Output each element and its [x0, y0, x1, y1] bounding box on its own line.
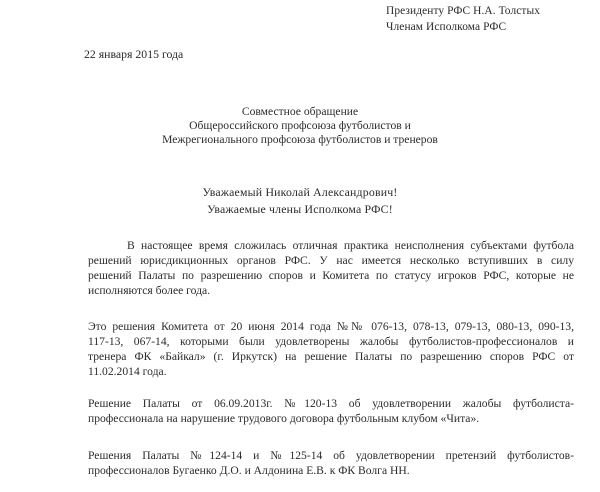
paragraph-2-line-2: 117-13, 067-14, которыми были удовлетворены жалобы футболистов-профессионалов и: [88, 335, 574, 348]
paragraph-4-line-2: профессионалов Бугаенко Д.О. и Алдонина Е.В. к ФК Волга НН.: [88, 464, 410, 477]
heading-line-1: Совместное обращение: [241, 105, 359, 118]
paragraph-1-line-4: исполняются более года.: [88, 284, 211, 297]
paragraph-1-line-1: В настоящее время сложилась отличная практика неисполнения субъектами футбола: [127, 239, 574, 252]
addressee-line-2: Членам Исполкома РФС: [386, 21, 507, 33]
greeting-line-1: Уважаемый Николай Александрович!: [202, 185, 398, 199]
paragraph-3-line-1: Решение Палаты от 06.09.2013г. №120-13 об удовлетворении жалобы футболиста-: [88, 397, 574, 410]
letter-date: 22 января 2015 года: [84, 47, 184, 61]
paragraph-3-line-2: профессионала на нарушение трудового договора футбольным клубом «Чита».: [88, 412, 480, 425]
greeting-line-2: Уважаемые члены Исполкома РФС!: [207, 202, 393, 216]
heading-line-2: Общероссийского профсоюза футболистов и: [189, 119, 411, 132]
paragraph-1-line-2: решений юрисдикционных органов РФС. У нас имеется несколько вступивших в силу: [88, 254, 574, 267]
paragraph-2-line-1: Это решения Комитета от 20 июня 2014 года №№ 076-13, 078-13, 079-13, 080-13, 090-13,: [88, 320, 574, 333]
heading-line-3: Межрегионального профсоюза футболистов и тренеров: [162, 133, 438, 146]
addressee-line-1: Президенту РФС Н.А. Толстых: [386, 5, 541, 17]
paragraph-2-line-3: тренера ФК «Байкал» (г. Иркутск) на решение Палаты по разрешению споров РФС от: [88, 350, 574, 363]
paragraph-2-line-4: 11.02.2014 года.: [88, 365, 167, 378]
paragraph-4-line-1: Решения Палаты №124-14 и №125-14 об удовлетворении претензий футболистов-: [88, 449, 574, 462]
paragraph-1-line-3: решений Палаты по разрешению споров и Комитета по статусу игроков РФС, которые не: [88, 269, 574, 282]
